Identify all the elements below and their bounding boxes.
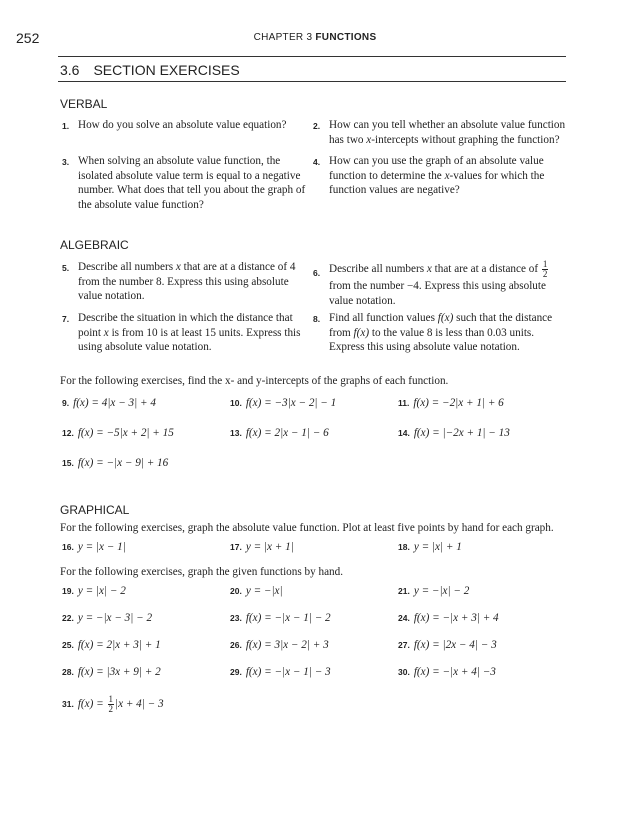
exercise-11: 11. f(x) = −2|x + 1| + 6 — [398, 397, 504, 409]
question-number: 4. — [313, 157, 321, 167]
question-line: How can you tell whether an absolute value function — [329, 119, 566, 131]
exercise-23: 23. f(x) = −|x − 1| − 2 — [230, 612, 331, 624]
question-line: from f(x) to the value 8 is less than 0.03 units. — [329, 326, 535, 339]
chapter-label: CHAPTER 3 — [253, 32, 313, 43]
fraction-one-half: $\frac{1}{2}$ — [542, 259, 548, 279]
question-7 — [62, 311, 308, 355]
exercise-24: 24. f(x) = −|x + 3| + 4 — [398, 612, 499, 624]
question-line: Describe all numbers x that are at a distance of $\frac{1}{2}$ — [329, 259, 548, 279]
question-number: 7. — [62, 314, 70, 324]
exercise-17: 17. y = |x + 1| — [230, 541, 294, 553]
algebraic-heading: ALGEBRAIC — [60, 238, 129, 252]
exercise-26: 26. f(x) = 3|x − 2| + 3 — [230, 639, 329, 651]
question-line: Find all function values f(x) such that the distance — [329, 312, 553, 324]
question-8 — [313, 311, 569, 355]
graphical-heading: GRAPHICAL — [60, 503, 130, 517]
question-line: function values are negative? — [329, 184, 460, 197]
exercise-25: 25. f(x) = 2|x + 3| + 1 — [62, 639, 161, 651]
question-number: 8. — [313, 314, 321, 324]
question-line: Describe the situation in which the distance that — [78, 312, 293, 324]
question-line: point x is from 10 is at least 15 units. Express this — [78, 326, 301, 339]
question-line: function to determine the x-values for which the — [329, 169, 545, 182]
question-3 — [62, 154, 308, 212]
graphical-intro-2: For the following exercises, graph the given functions by hand. — [60, 566, 344, 578]
question-number: 1. — [62, 121, 70, 131]
section-title — [60, 62, 240, 78]
question-6 — [313, 259, 569, 308]
question-line: Express this using absolute value notation. — [329, 341, 520, 354]
question-number: 2. — [313, 121, 321, 131]
section-name: SECTION EXERCISES — [93, 62, 240, 78]
question-text: When solving an absolute value function, the isolated absolute value term is equal to a negative number. What does that tell you about the graph of the absolute value function? — [78, 155, 306, 211]
exercise-12: 12. f(x) = −5|x + 2| + 15 — [62, 427, 174, 439]
exercise-27: 27. f(x) = |2x − 4| − 3 — [398, 639, 497, 651]
question-text: How do you solve an absolute value equation? — [78, 119, 287, 131]
question-number: 3. — [62, 157, 70, 167]
exercise-18: 18. y = |x| + 1 — [398, 541, 462, 553]
exercise-31: 31. f(x) = $\frac{1}{2}$ |x + 4| − 3 — [62, 694, 164, 714]
exercise-15: 15. f(x) = −|x − 9| + 16 — [62, 457, 169, 469]
exercise-22: 22. y = −|x − 3| − 2 — [62, 612, 153, 624]
exercise-16: 16. y = |x − 1| — [62, 541, 126, 553]
section-rule-bottom — [58, 81, 566, 82]
question-4 — [313, 154, 569, 198]
exercise-21: 21. y = −|x| − 2 — [398, 585, 470, 597]
exercise-9: 9. f(x) = 4|x − 3| + 4 — [62, 397, 156, 409]
exercise-19: 19. y = |x| − 2 — [62, 585, 126, 597]
question-number: 6. — [313, 268, 321, 278]
question-line: from the number −4. Express this using absolute — [329, 280, 546, 292]
section-number: 3.6 — [60, 62, 80, 78]
question-number: 5. — [62, 263, 70, 273]
verbal-heading: VERBAL — [60, 97, 108, 111]
page-number: 252 — [16, 30, 40, 46]
exercise-10: 10. f(x) = −3|x − 2| − 1 — [230, 397, 337, 409]
exercise-29: 29. f(x) = −|x − 1| − 3 — [230, 666, 331, 678]
question-2 — [313, 118, 569, 147]
fraction-one-half: $\frac{1}{2}$ — [108, 694, 113, 714]
question-line: Describe all numbers x that are at a distance of 4 — [78, 261, 296, 273]
chapter-header — [0, 32, 630, 43]
section-rule-top — [58, 56, 566, 57]
question-line: using absolute value notation. — [78, 341, 212, 354]
exercise-20: 20. y = −|x| — [230, 585, 283, 597]
exercise-14: 14. f(x) = |−2x + 1| − 13 — [398, 427, 510, 439]
question-5 — [62, 260, 308, 304]
question-line: from the number 8. Express this using absolute — [78, 275, 289, 288]
question-line: How can you use the graph of an absolute value — [329, 155, 544, 167]
algebraic-intro: For the following exercises, find the x- and y-intercepts of the graphs of each function. — [60, 375, 449, 387]
question-line: has two x-intercepts without graphing the function? — [329, 133, 560, 146]
graphical-intro-1: For the following exercises, graph the absolute value function. Plot at least five points by hand for each graph. — [60, 522, 554, 534]
exercise-13: 13. f(x) = 2|x − 1| − 6 — [230, 427, 329, 439]
exercise-30: 30. f(x) = −|x + 4| −3 — [398, 666, 496, 678]
exercise-28: 28. f(x) = |3x + 9| + 2 — [62, 666, 161, 678]
question-line: value notation. — [329, 294, 396, 307]
chapter-title: FUNCTIONS — [315, 32, 377, 43]
question-line: value notation. — [78, 290, 145, 303]
question-1 — [62, 118, 308, 133]
